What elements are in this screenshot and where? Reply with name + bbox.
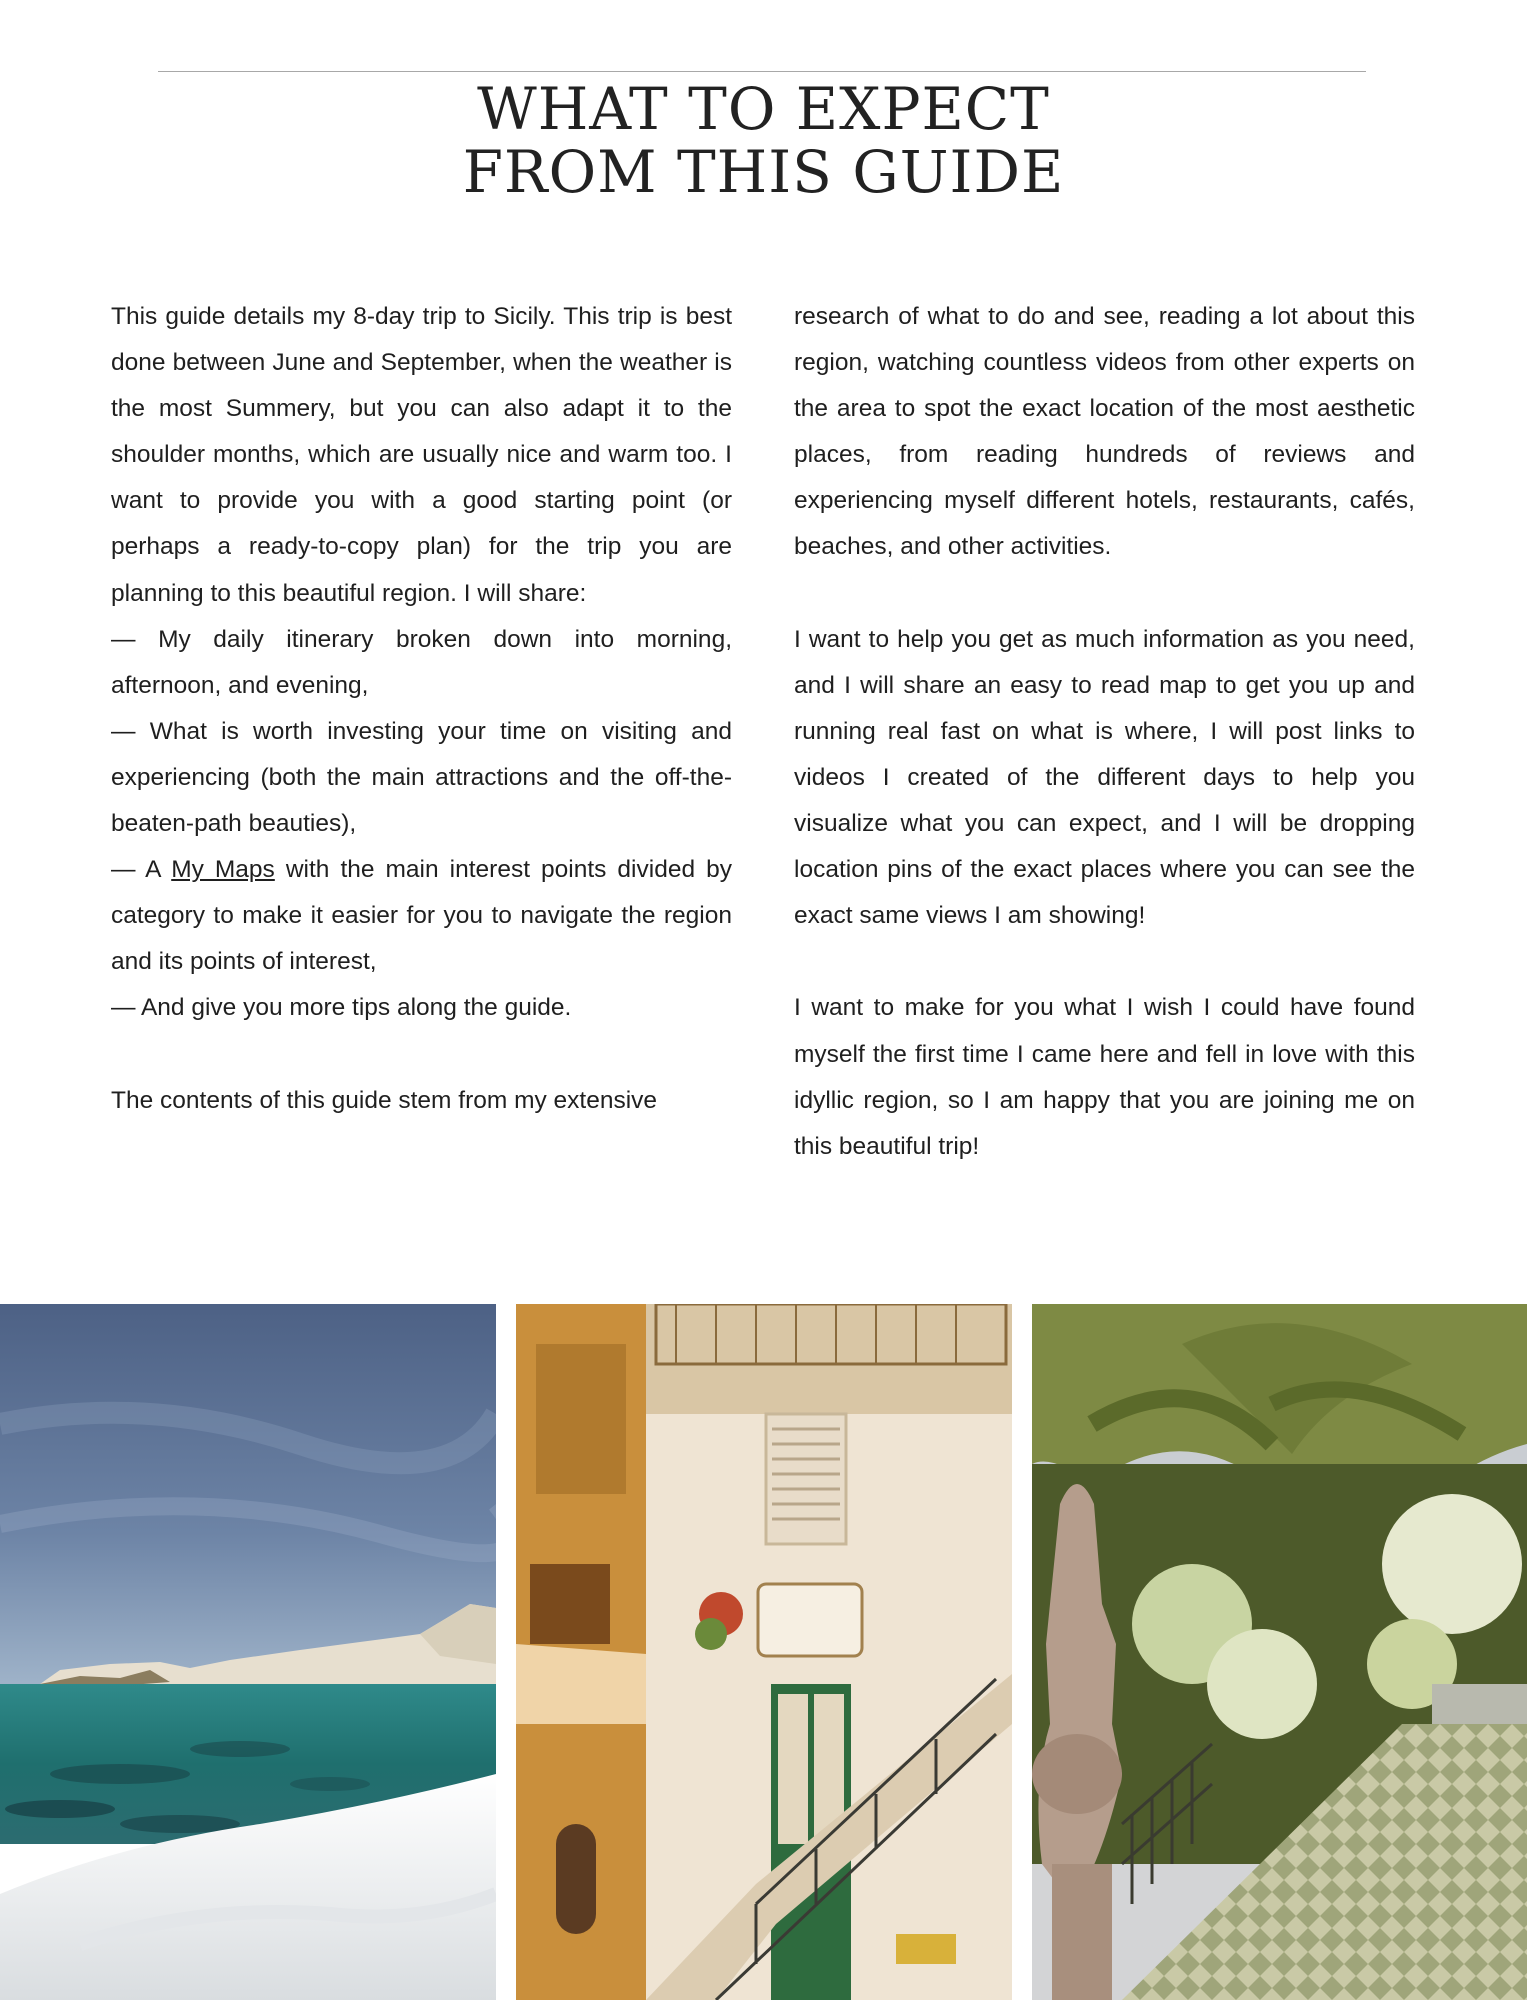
list-item-my-maps [111, 847, 732, 985]
page-title [0, 75, 1527, 206]
list-item-tips: — And give you more tips along the guide. [111, 994, 572, 1022]
closing-paragraph: I want to make for you what I wish I could have found myself the first time I came here and fell in love with this idyllic region, so I am happy that you are joining me on this beautiful trip! [794, 994, 1415, 1160]
list-item-itinerary: — My daily itinerary broken down into morning, afternoon, and evening, [111, 625, 732, 699]
garden-walkway-photo [1032, 1304, 1527, 2000]
building-facade-photo [516, 1304, 1012, 2000]
list-item-my-maps-prefix: — A [111, 856, 172, 884]
help-paragraph: I want to help you get as much information as you need, and I will share an easy to read map to get you up and running real fast on what is where, I will post links to videos I created of the different days to help you visualize what you can expect, and I will be dropping location pins of the exact places where you can see the exact same views I am showing! [794, 625, 1415, 930]
my-maps-link[interactable]: My Maps [171, 856, 275, 884]
contents-paragraph-end: research of what to do and see, reading a lot about this region, watching countless videos from other experts on the area to spot the exact location of the most aesthetic places, from reading hundreds of reviews and experiencing myself different hotels, restaurants, cafés, beaches, and other activities. [794, 303, 1415, 561]
header-divider [158, 71, 1366, 72]
page-title-line-1: WHAT TO EXPECT [477, 75, 1050, 143]
right-text-column [794, 294, 1415, 1170]
contents-paragraph-start: The contents of this guide stem from my extensive [111, 1086, 658, 1114]
left-text-column [111, 294, 732, 1124]
coastline-photo [0, 1304, 496, 2000]
list-item-my-maps-suffix: with the main interest points divided by category to make it easier for you to navigate the region and its points of interest, [111, 856, 732, 976]
list-item-worth-visiting: — What is worth investing your time on visiting and experiencing (both the main attractions and the off-the-beaten-path beauties), [111, 717, 732, 838]
page-title-line-2: FROM THIS GUIDE [462, 138, 1065, 206]
intro-paragraph: This guide details my 8-day trip to Sicily. This trip is best done between June and September, when the weather is the most Summery, but you can also adapt it to the shoulder months, which are usually nice and warm too. I want to provide you with a good starting point (or perhaps a ready-to-copy plan) for the trip you are planning to this beautiful region. I will share: [111, 303, 732, 607]
